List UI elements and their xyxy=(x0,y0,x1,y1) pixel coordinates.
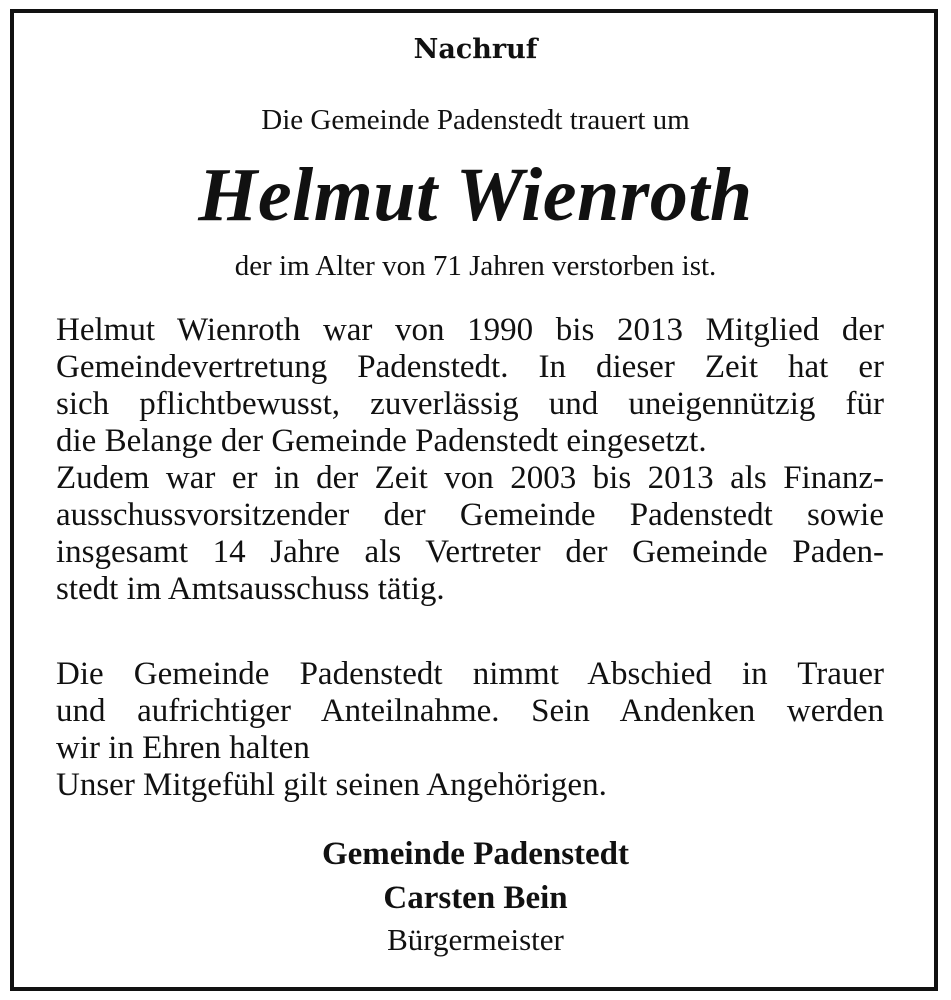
paragraph-line: Unser Mitgefühl gilt seinen Angehörigen. xyxy=(56,767,607,803)
paragraph-line: wir in Ehren halten xyxy=(56,730,310,766)
signature-organization: Gemeinde Padenstedt xyxy=(321,836,630,872)
notice-heading: Nachruf xyxy=(413,34,538,65)
paragraph-line: Helmut Wienroth war von 1990 bis 2013 Mitglied der xyxy=(56,312,884,348)
intro-line: Die Gemeinde Padenstedt trauert um xyxy=(261,104,690,136)
paragraph-line: und aufrichtiger Anteilnahme. Sein Andenken werden xyxy=(56,693,884,729)
age-line: der im Alter von 71 Jahren verstorben ist. xyxy=(234,250,717,282)
paragraph-line: Zudem war er in der Zeit von 2003 bis 2013 als Finanz- xyxy=(56,460,884,496)
paragraph-line: sich pflichtbewusst, zuverlässig und uneigennützig für xyxy=(56,386,884,422)
paragraph-farewell xyxy=(56,656,884,804)
signature-title: Bürgermeister xyxy=(387,922,564,957)
paragraph-line: die Belange der Gemeinde Padenstedt eingesetzt. xyxy=(56,423,707,459)
signature-name: Carsten Bein xyxy=(383,880,568,916)
paragraph-line: Gemeindevertretung Padenstedt. In dieser Zeit hat er xyxy=(56,349,884,385)
paragraph-line: Die Gemeinde Padenstedt nimmt Abschied in Trauer xyxy=(56,656,884,692)
paragraph-line: stedt im Amtsausschuss tätig. xyxy=(56,571,445,607)
deceased-name: Helmut Wienroth xyxy=(198,153,753,237)
paragraph-line: ausschussvorsitzender der Gemeinde Padenstedt sowie xyxy=(56,497,884,533)
paragraph-line: insgesamt 14 Jahre als Vertreter der Gemeinde Paden- xyxy=(56,534,884,570)
paragraph-service xyxy=(56,312,884,608)
